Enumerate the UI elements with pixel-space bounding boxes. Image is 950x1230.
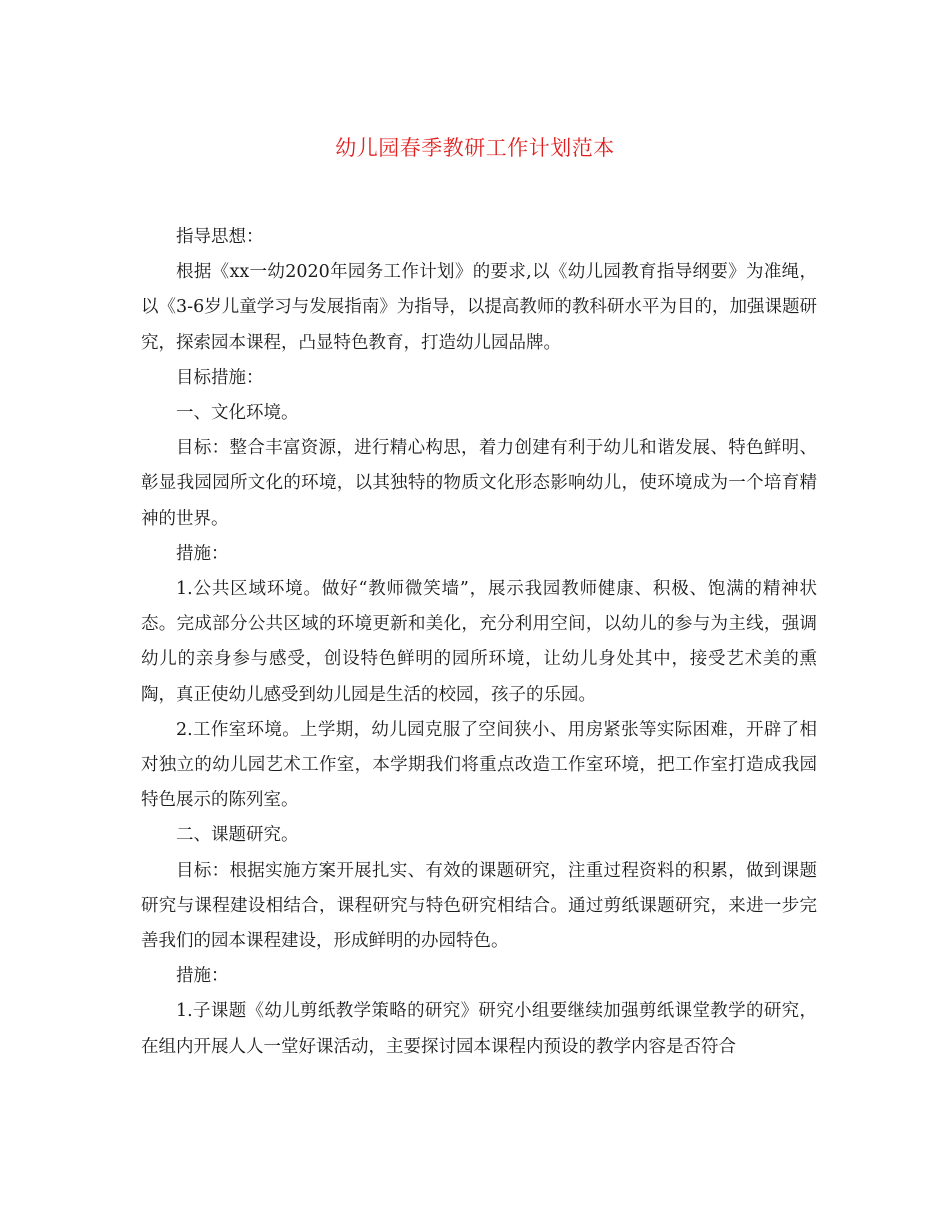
paragraph-research-goal: 目标：根据实施方案开展扎实、有效的课题研究，注重过程资料的积累，做到课题研究与课程建设相结合，课程研究与特色研究相结合。通过剪纸课题研究，来进一步完善我们的园本课程建设，形成鲜明的办园特色。 (141, 860, 817, 952)
paragraph-goals-measures-heading: 目标措施： (176, 367, 264, 388)
section-heading-culture-environment: 一、文化环境。 (176, 403, 299, 424)
paragraph-culture-goal: 目标：整合丰富资源，进行精心构思，着力创建有利于幼儿和谐发展、特色鲜明、彰显我园园所文化的环境，以其独特的物质文化形态影响幼儿，使环境成为一个培育精神的世界。 (141, 438, 817, 529)
paragraph-studio-environment: 2.工作室环境。上学期，幼儿园克服了空间狭小、用房紧张等实际困难，开辟了相对独立的幼儿园艺术工作室，本学期我们将重点改造工作室环境，把工作室打造成我园特色展示的陈列室。 (141, 719, 817, 811)
document-body (141, 220, 817, 1065)
section-heading-research: 二、课题研究。 (176, 825, 299, 846)
paragraph-guiding-thought-heading: 指导思想： (176, 227, 264, 247)
paragraph-guiding-thought: 根据《xx一幼2020年园务工作计划》的要求,以《幼儿园教育指导纲要》为准绳，以《3-6岁儿童学习与发展指南》为指导，以提高教师的教科研水平为目的，加强课题研究，探索园本课程，凸显特色教育，打造幼儿园品牌。 (141, 262, 817, 353)
paragraph-measures-heading: 措施： (176, 543, 229, 564)
paragraph-measures-heading-2: 措施： (176, 966, 229, 987)
paragraph-subtopic-research: 1.子课题《幼儿剪纸教学策略的研究》研究小组要继续加强剪纸课堂教学的研究，在组内开展人人一堂好课活动，主要探讨园本课程内预设的教学内容是否符合 (141, 1001, 817, 1057)
paragraph-public-area: 1.公共区域环境。做好“教师微笑墙”，展示我园教师健康、积极、饱满的精神状态。完成部分公共区域的环境更新和美化，充分利用空间，以幼儿的参与为主线，强调幼儿的亲身参与感受，创设特色鲜明的园所环境，让幼儿身处其中，接受艺术美的熏陶，真正使幼儿感受到幼儿园是生活的校园，孩子的乐园。 (141, 579, 817, 705)
document-title: 幼儿园春季教研工作计划范本 (335, 136, 615, 160)
